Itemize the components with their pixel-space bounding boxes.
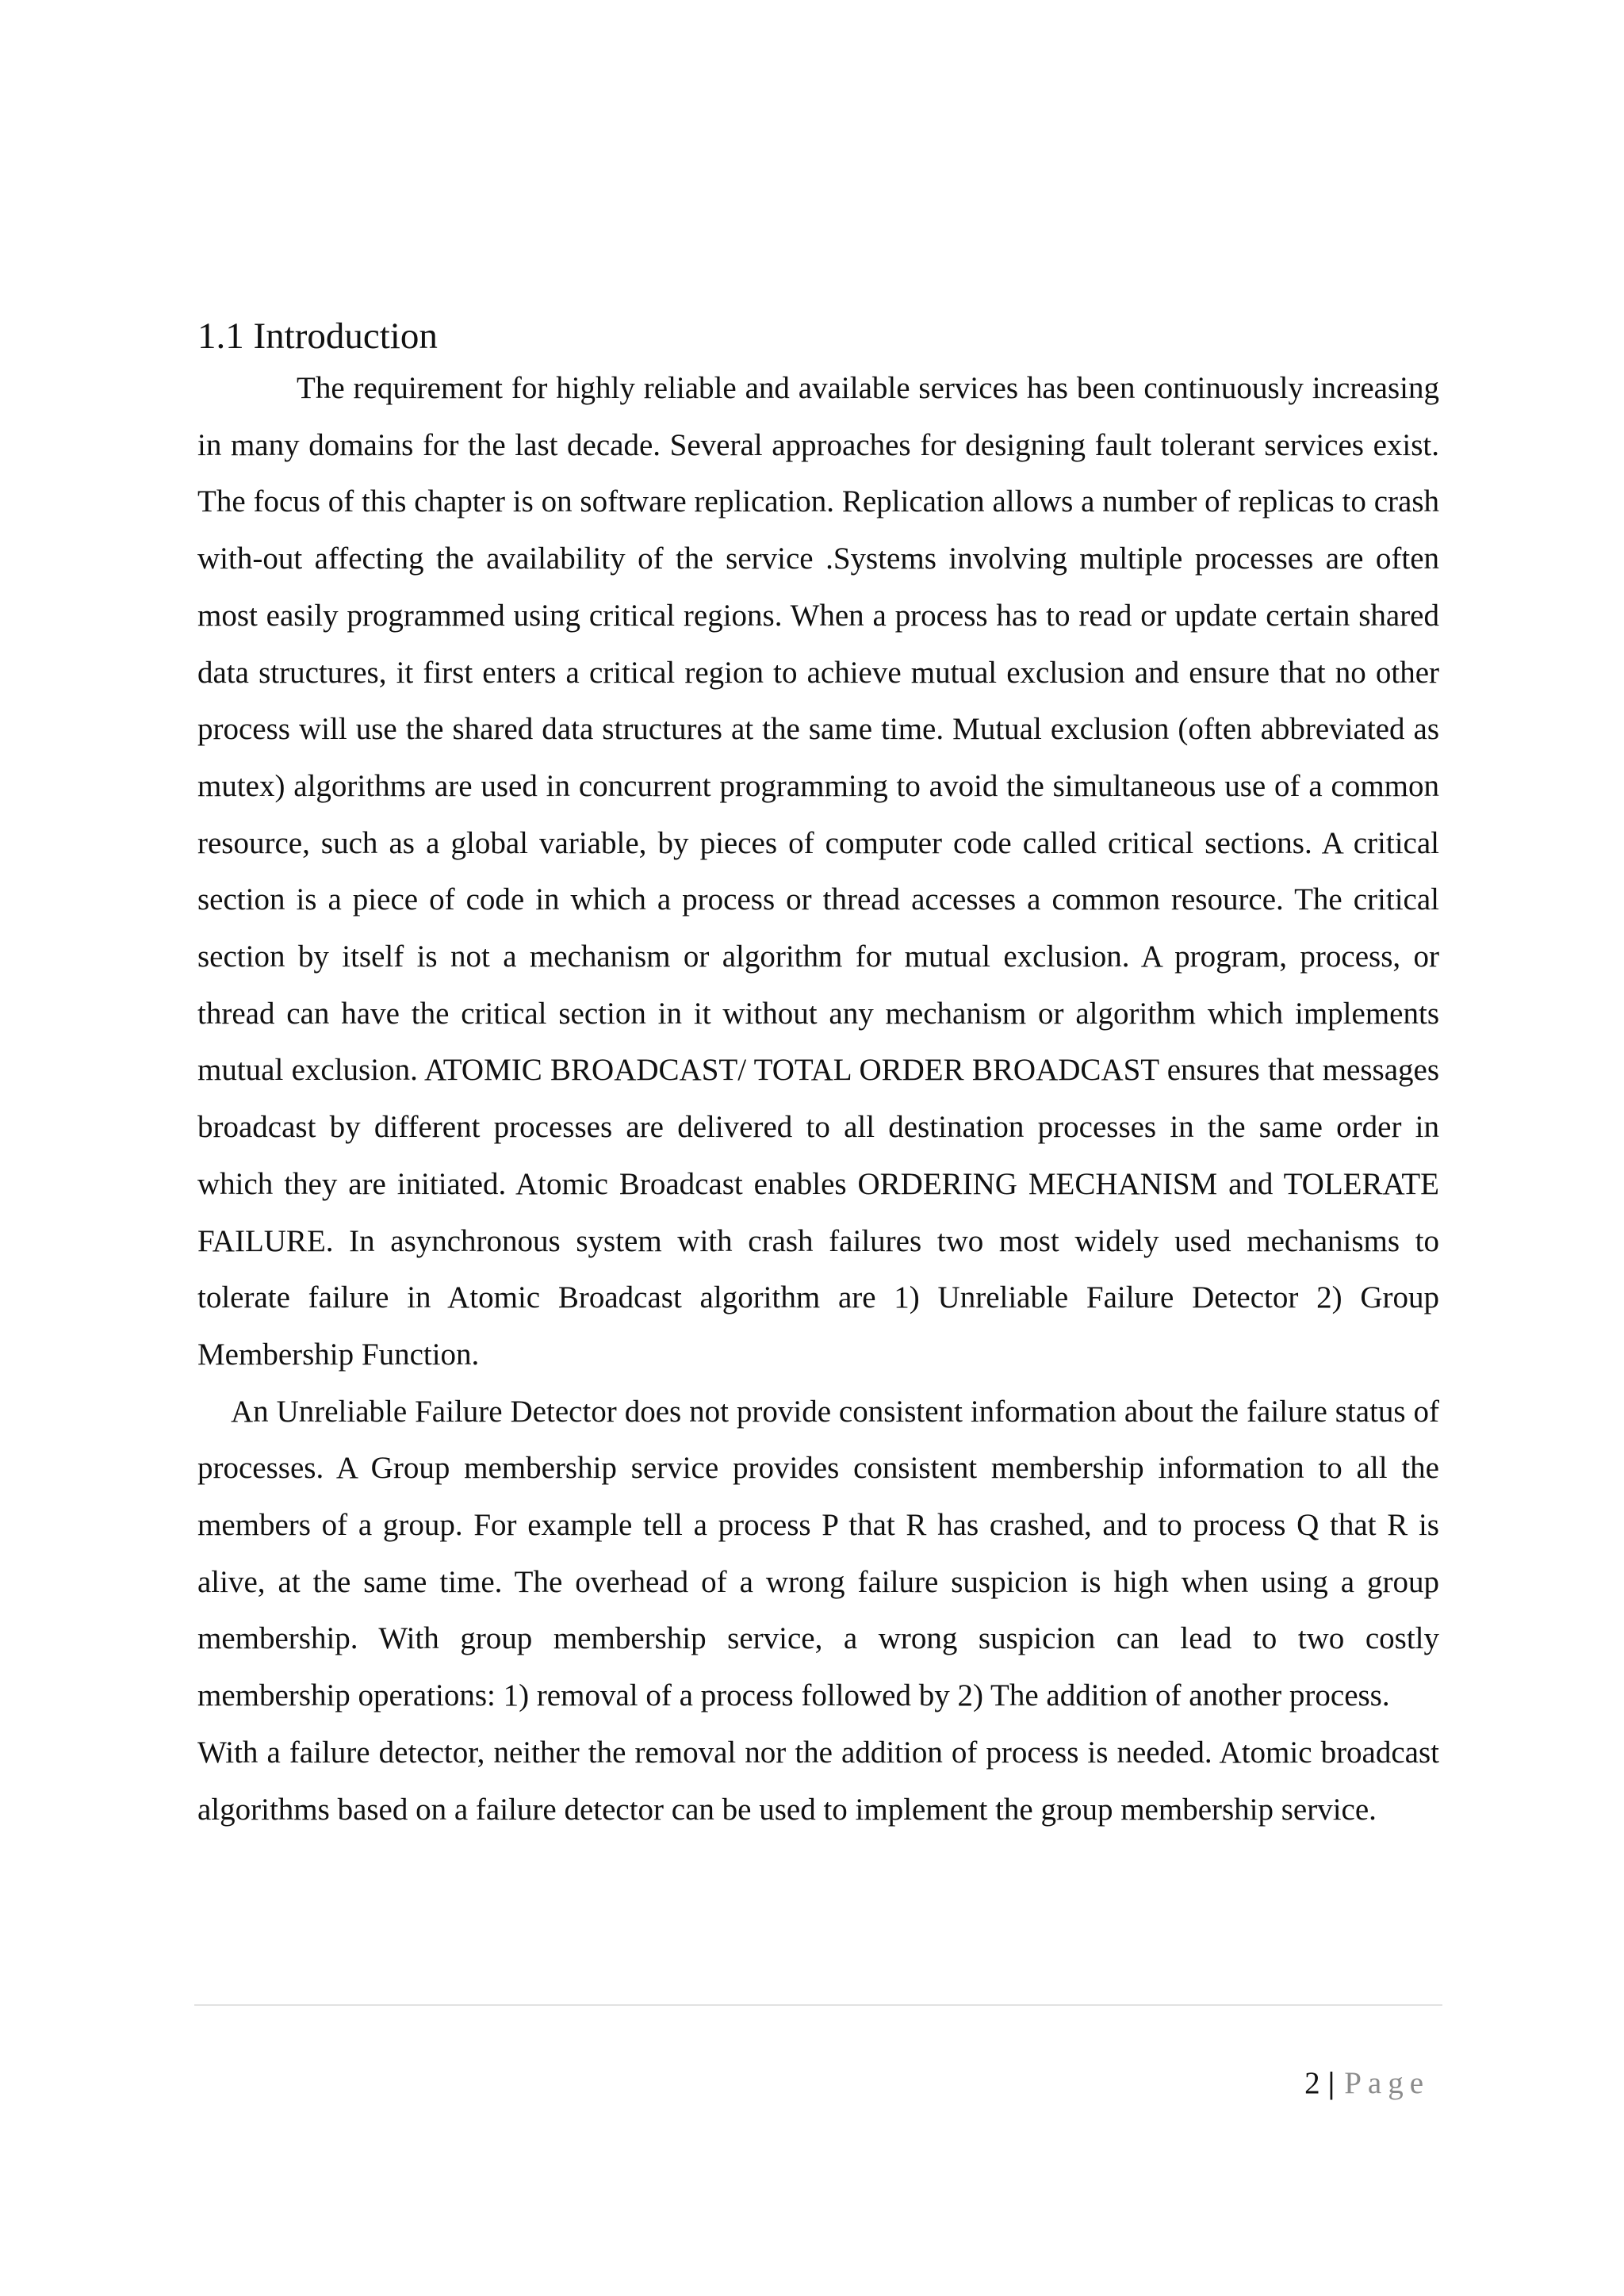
page-label: Page	[1344, 2066, 1430, 2100]
page-number: 2	[1304, 2066, 1320, 2100]
paragraph-group-membership: With a failure detector, neither the removal nor the addition of process is needed. Atomic broadcast algorithms based on a failure detector can be used to implement the group membership service.	[197, 1735, 1439, 1827]
footer-divider	[194, 2004, 1442, 2006]
page-content	[197, 312, 1439, 1838]
paragraph-introduction: The requirement for highly reliable and available services has been continuously increasing in many domains for the last decade. Several approaches for designing fault tolerant services exist. The focus of this chapter is on software replication. Replication allows a number of replicas to crash with-out affecting the availability of the service .Systems involving multiple processes are often most easily programmed using critical regions. When a process has to read or update certain shared data structures, it first enters a critical region to achieve mutual exclusion and ensure that no other process will use the shared data structures at the same time. Mutual exclusion (often abbreviated as mutex) algorithms are used in concurrent programming to avoid the simultaneous use of a common resource, such as a global variable, by pieces of computer code called critical sections. A critical section is a piece of code in which a process or thread accesses a common resource. The critical section by itself is not a mechanism or algorithm for mutual exclusion. A program, process, or thread can have the critical section in it without any mechanism or algorithm which implements mutual exclusion. ATOMIC BROADCAST/ TOTAL ORDER BROADCAST ensures that messages broadcast by different processes are delivered to all destination processes in the same order in which they are initiated. Atomic Broadcast enables ORDERING MECHANISM and TOLERATE FAILURE. In asynchronous system with crash failures two most widely used mechanisms to tolerate failure in Atomic Broadcast algorithm are 1) Unreliable Failure Detector 2) Group Membership Function.	[197, 371, 1439, 1372]
page-separator: |	[1327, 2066, 1335, 2100]
paragraph-failure-detector: An Unreliable Failure Detector does not provide consistent information about the failure status of processes. A Group membership service provides consistent membership information to all the members of a group. For example tell a process P that R has crashed, and to process Q that R is alive, at the same time. The overhead of a wrong failure suspicion is high when using a group membership. With group membership service, a wrong suspicion can lead to two costly membership operations: 1) removal of a process followed by 2) The addition of another process.	[197, 1394, 1439, 1713]
section-heading: 1.1 Introduction	[197, 316, 438, 357]
page-footer	[1304, 2064, 1430, 2103]
